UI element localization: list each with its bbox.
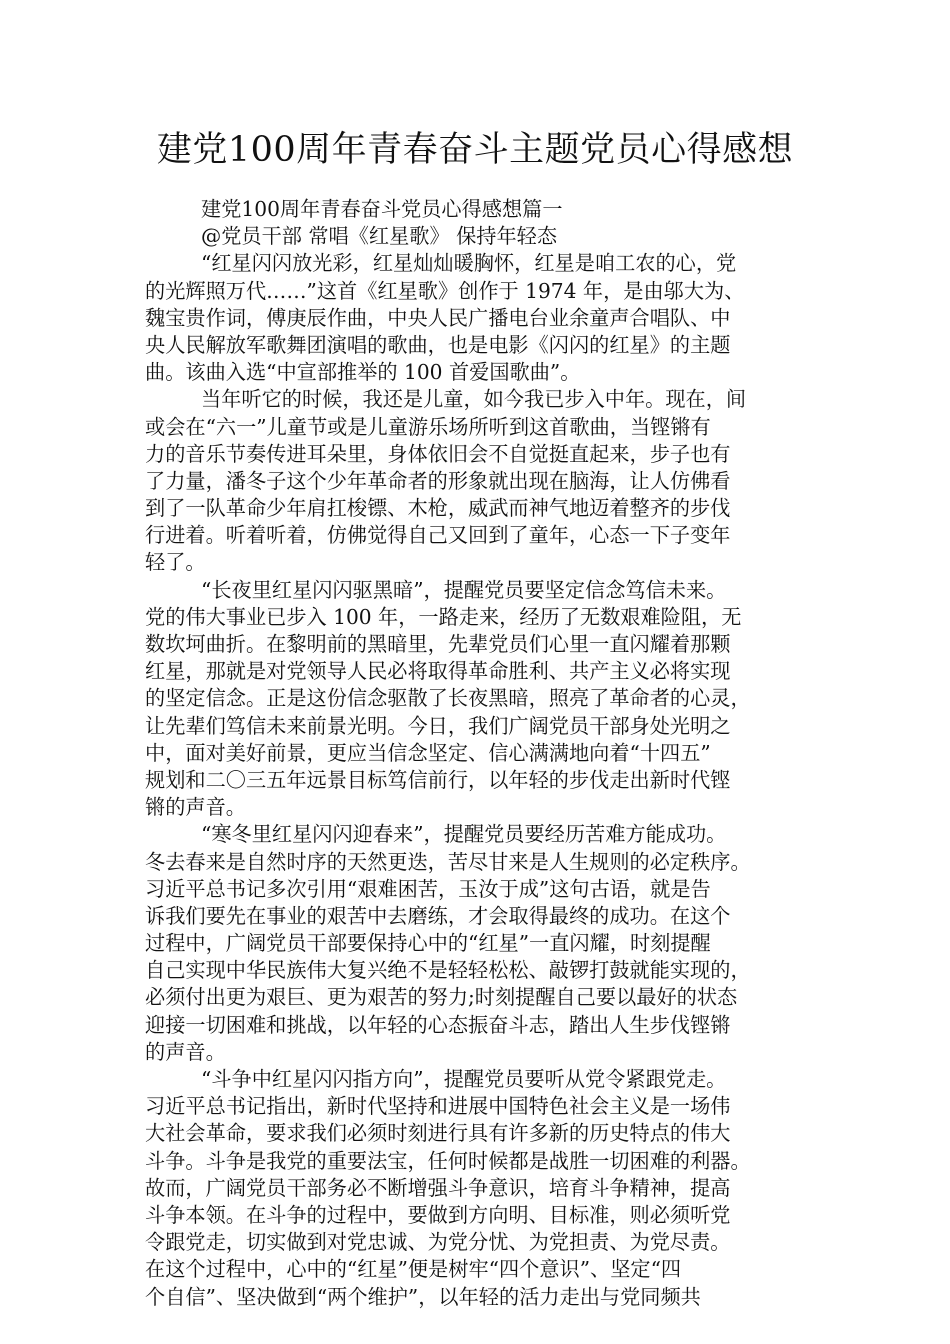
text-line: 轻了。 [145, 550, 206, 575]
text-line: 习近平总书记指出，新时代坚持和进展中国特色社会主义是一场伟 [145, 1094, 731, 1119]
paragraph-5 [145, 1066, 815, 1311]
text-line: 的坚定信念。正是这份信念驱散了长夜黑暗，照亮了革命者的心灵， [145, 686, 751, 711]
heading-line: @党员干部 常唱《红星歌》 保持年轻态 [201, 224, 558, 249]
document-title: 建党100周年青春奋斗主题党员心得感想 [156, 130, 794, 170]
text-line: 规划和二〇三五年远景目标笃信前行，以年轻的步伐走出新时代铿 [145, 767, 731, 792]
text-line: 迎接一切困难和挑战，以年轻的心态振奋斗志，踏出人生步伐铿锵 [145, 1012, 731, 1037]
text-line: 故而，广阔党员干部务必不断增强斗争意识，培育斗争精神，提高 [145, 1175, 731, 1200]
text-line: 斗争本领。在斗争的过程中，要做到方向明、目标准，则必须听党 [145, 1202, 731, 1227]
text-line: 数坎坷曲折。在黎明前的黑暗里，先辈党员们心里一直闪耀着那颗 [145, 632, 731, 656]
text-line: 魏宝贵作词，傅庚辰作曲，中央人民广播电台业余童声合唱队、中 [145, 305, 731, 330]
paragraph-2 [145, 386, 815, 576]
text-line: “斗争中红星闪闪指方向”，提醒党员要听从党令紧跟党走。 [201, 1067, 727, 1091]
text-line: 自己实现中华民族伟大复兴绝不是轻轻松松、敲锣打鼓就能实现的， [145, 958, 751, 983]
text-line: 当年听它的时候，我还是儿童，如今我已步入中年。现在，间 [201, 387, 747, 412]
text-line: 大社会革命，要求我们必须时刻进行具有许多新的历史特点的伟大 [145, 1121, 731, 1146]
text-line: 锵的声音。 [145, 795, 246, 820]
text-line: 过程中，广阔党员干部要保持心中的“红星”一直闪耀，时刻提醒 [145, 931, 711, 956]
text-line: “红星闪闪放光彩，红星灿灿暖胸怀，红星是咱工农的心，党 [201, 251, 737, 276]
text-line: 了力量，潘冬子这个少年革命者的形象就出现在脑海，让人仿佛看 [145, 468, 731, 493]
document-body [145, 196, 815, 1311]
paragraph-4 [145, 821, 815, 1066]
text-line: 必须付出更为艰巨、更为艰苦的努力;时刻提醒自己要以最好的状态 [145, 985, 738, 1010]
text-line: 斗争。斗争是我党的重要法宝，任何时候都是战胜一切困难的利器。 [145, 1148, 751, 1173]
paragraph-3 [145, 577, 815, 822]
paragraph-1 [145, 250, 815, 386]
text-line: 或会在“六一”儿童节或是儿童游乐场所听到这首歌曲，当铿锵有 [145, 414, 711, 439]
text-line: 行进着。听着听着，仿佛觉得自己又回到了童年，心态一下子变年 [145, 523, 731, 548]
text-line: “寒冬里红星闪闪迎春来”，提醒党员要经历苦难方能成功。 [201, 822, 727, 847]
text-line: 诉我们要先在事业的艰苦中去磨练，才会取得最终的成功。在这个 [145, 903, 731, 928]
text-line: 让先辈们笃信未来前景光明。今日，我们广阔党员干部身处光明之 [145, 713, 731, 738]
text-line: 个自信”、坚决做到“两个维护”，以年轻的活力走出与党同频共 [145, 1284, 701, 1309]
text-line: 党的伟大事业已步入 100 年，一路走来，经历了无数艰难险阻，无 [145, 604, 742, 629]
text-line: 红星，那就是对党领导人民必将取得革命胜利、共产主义必将实现 [145, 659, 731, 684]
text-line: 令跟党走，切实做到对党忠诚、为党分忧、为党担责、为党尽责。 [145, 1230, 731, 1255]
text-line: “长夜里红星闪闪驱黑暗”，提醒党员要坚定信念笃信未来。 [201, 577, 727, 602]
text-line: 到了一队革命少年肩扛梭镖、木枪，威武而神气地迈着整齐的步伐 [145, 496, 731, 521]
text-line: 曲。该曲入选“中宣部推举的 100 首爱国歌曲”。 [145, 360, 581, 385]
text-line: 的光辉照万代……”这首《红星歌》创作于 1974 年，是由邬大为、 [145, 278, 745, 303]
text-line: 的声音。 [145, 1039, 226, 1064]
text-line: 在这个过程中，心中的“红星”便是树牢“四个意识”、坚定“四 [145, 1257, 682, 1282]
text-line: 央人民解放军歌舞团演唱的歌曲，也是电影《闪闪的红星》的主题 [145, 332, 731, 357]
text-line: 力的音乐节奏传进耳朵里，身体依旧会不自觉挺直起来，步子也有 [145, 441, 731, 466]
subtitle-line: 建党100周年青春奋斗党员心得感想篇一 [201, 197, 563, 221]
text-line: 冬去春来是自然时序的天然更迭，苦尽甘来是人生规则的必定秩序。 [145, 849, 751, 874]
text-line: 习近平总书记多次引用“艰难困苦，玉汝于成”这句古语，就是告 [145, 876, 711, 901]
text-line: 中，面对美好前景，更应当信念坚定、信心满满地向着“十四五” [145, 740, 711, 765]
